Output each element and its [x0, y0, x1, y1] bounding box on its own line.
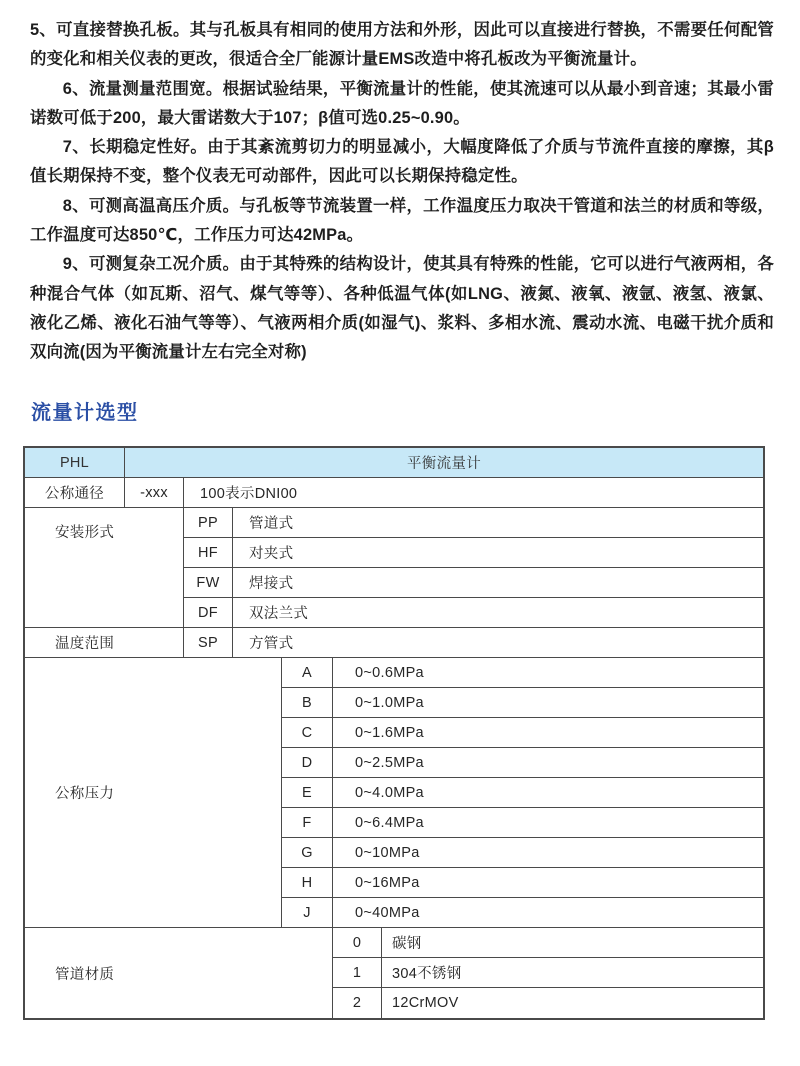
pressure-desc-cell: 0~1.6MPa: [333, 718, 763, 748]
pressure-code-cell: A: [282, 658, 333, 688]
paragraph-9: 9、可测复杂工况介质。由于其特殊的结构设计，使其具有特殊的性能，它可以进行气液两相，各种混合气体（如瓦斯、沼气、煤气等等）、各种低温气体(如LNG、液氮、液氧、液氩、液氢、液氯、液化乙烯、液化石油气等等）、气液两相介质(如湿气)、浆料、多相水流、震动水流、电磁干扰介质和双向流(因为平衡流量计左右完全对称): [30, 255, 774, 362]
dn-desc-cell: 100表示DNI00: [184, 478, 763, 508]
temp-label-cell: 温度范围: [25, 628, 184, 658]
install-label-cell: 安装形式: [25, 508, 184, 628]
install-desc-cell: 焊接式: [233, 568, 763, 598]
product-name-cell: 平衡流量计: [125, 448, 763, 478]
pressure-code-cell: F: [282, 808, 333, 838]
paragraph-8: 8、可测高温高压介质。与孔板等节流装置一样，工作温度压力取决干管道和法兰的材质和等级，工作温度可达850℃，工作压力可达42MPa。: [30, 196, 774, 245]
material-code-cell: 0: [333, 928, 382, 958]
install-code-cell: PP: [184, 508, 233, 538]
pressure-code-cell: E: [282, 778, 333, 808]
temp-desc-cell: 方管式: [233, 628, 763, 658]
install-code-cell: HF: [184, 538, 233, 568]
selection-table: [23, 446, 765, 1020]
pressure-code-cell: B: [282, 688, 333, 718]
pressure-label-cell: 公称压力: [25, 658, 282, 928]
pressure-desc-cell: 0~4.0MPa: [333, 778, 763, 808]
material-code-cell: 2: [333, 988, 382, 1018]
material-label-cell: 管道材质: [25, 928, 333, 1018]
pressure-code-cell: D: [282, 748, 333, 778]
install-desc-cell: 双法兰式: [233, 598, 763, 628]
model-code-cell: PHL: [25, 448, 125, 478]
pressure-desc-cell: 0~6.4MPa: [333, 808, 763, 838]
material-desc-cell: 碳钢: [382, 928, 763, 958]
pressure-desc-cell: 0~40MPa: [333, 898, 763, 928]
pressure-code-cell: C: [282, 718, 333, 748]
dn-code-cell: -xxx: [125, 478, 184, 508]
temp-code-cell: SP: [184, 628, 233, 658]
pressure-desc-cell: 0~1.0MPa: [333, 688, 763, 718]
dn-label-cell: 公称通径: [25, 478, 125, 508]
install-code-cell: DF: [184, 598, 233, 628]
install-desc-cell: 对夹式: [233, 538, 763, 568]
pressure-code-cell: J: [282, 898, 333, 928]
pressure-desc-cell: 0~0.6MPa: [333, 658, 763, 688]
pressure-code-cell: H: [282, 868, 333, 898]
pressure-desc-cell: 0~16MPa: [333, 868, 763, 898]
pressure-code-cell: G: [282, 838, 333, 868]
pressure-desc-cell: 0~2.5MPa: [333, 748, 763, 778]
feature-paragraphs: [30, 16, 774, 368]
paragraph-5: 5、可直接替换孔板。其与孔板具有相同的使用方法和外形，因此可以直接进行替换，不需要任何配管的变化和相关仪表的更改，很适合全厂能源计量EMS改造中将孔板改为平衡流量计。: [30, 21, 774, 69]
paragraph-6: 6、流量测量范围宽。根据试验结果，平衡流量计的性能，使其流速可以从最小到音速；其最小雷诺数可低于200，最大雷诺数大于107；β值可选0.25~0.90。: [30, 79, 774, 127]
pressure-desc-cell: 0~10MPa: [333, 838, 763, 868]
material-desc-cell: 304不锈钢: [382, 958, 763, 988]
install-desc-cell: 管道式: [233, 508, 763, 538]
material-code-cell: 1: [333, 958, 382, 988]
section-title: 流量计选型: [31, 402, 139, 424]
material-desc-cell: 12CrMOV: [382, 988, 763, 1018]
install-code-cell: FW: [184, 568, 233, 598]
paragraph-7: 7、长期稳定性好。由于其紊流剪切力的明显减小，大幅度降低了介质与节流件直接的摩擦，其β值长期保持不变，整个仪表无可动部件，因此可以长期保持稳定性。: [30, 138, 774, 186]
